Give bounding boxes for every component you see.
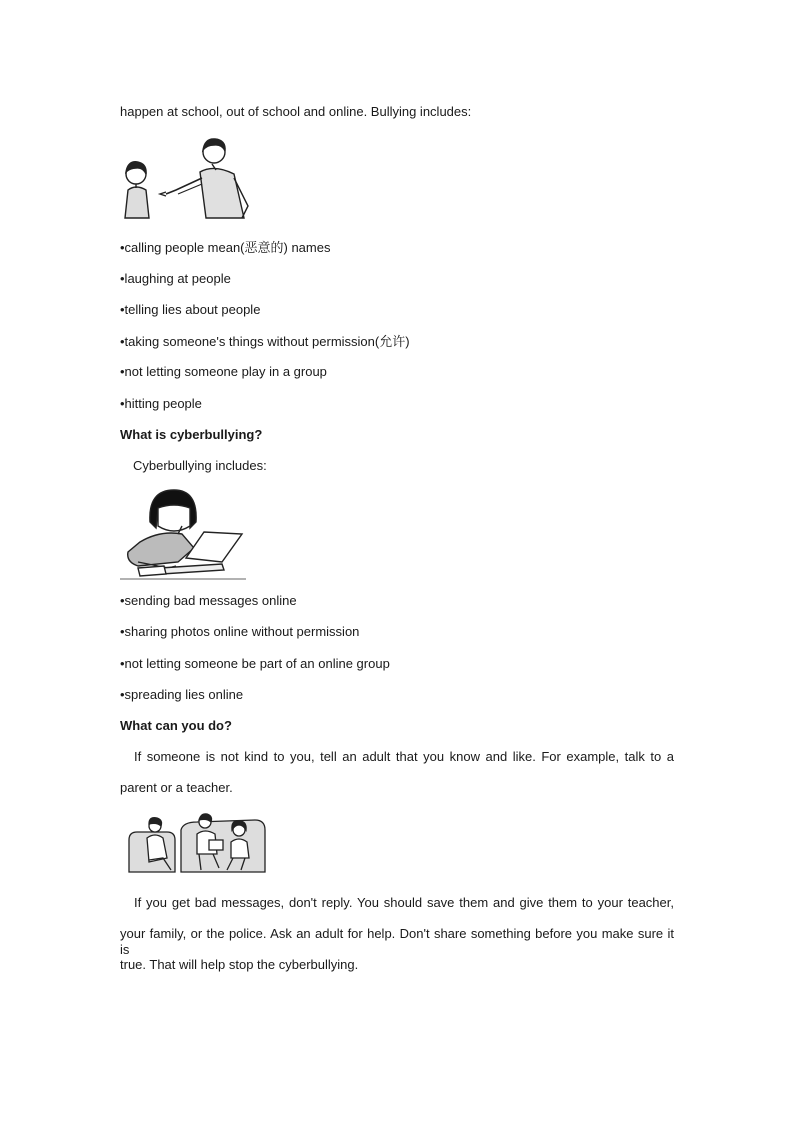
bullying-item: •not letting someone play in a group [120, 364, 327, 379]
intro-line: happen at school, out of school and online. Bullying includes: [120, 104, 472, 119]
bullying-item: •calling people mean(恶意的) names [120, 240, 331, 255]
paragraph-2-line-2: your family, or the police. Ask an adult for help. Don't share something before you make sure it is [120, 926, 674, 957]
cyber-heading: What is cyberbullying? [120, 427, 263, 442]
cyberbullying-illustration [120, 488, 246, 580]
paragraph-1-line-1: If someone is not kind to you, tell an adult that you know and like. For example, talk to a [134, 749, 674, 764]
cyber-item: •spreading lies online [120, 687, 244, 702]
paragraph-1-line-2: parent or a teacher. [120, 780, 233, 795]
bullying-item: •laughing at people [120, 271, 231, 286]
bullying-illustration [116, 134, 266, 222]
cyber-intro: Cyberbullying includes: [133, 458, 267, 473]
cyber-item: •not letting someone be part of an online group [120, 656, 390, 671]
bullying-item: •taking someone's things without permission(允许) [120, 334, 410, 349]
cyber-item: •sharing photos online without permission [120, 624, 360, 639]
cyber-item: •sending bad messages online [120, 593, 297, 608]
action-heading: What can you do? [120, 718, 232, 733]
bullying-item: •telling lies about people [120, 302, 261, 317]
bullying-item: •hitting people [120, 396, 202, 411]
paragraph-2-line-1: If you get bad messages, don't reply. You should save them and give them to your teacher, [134, 895, 674, 910]
family-talk-illustration [127, 812, 267, 876]
paragraph-2-line-3: true. That will help stop the cyberbullying. [120, 957, 359, 972]
